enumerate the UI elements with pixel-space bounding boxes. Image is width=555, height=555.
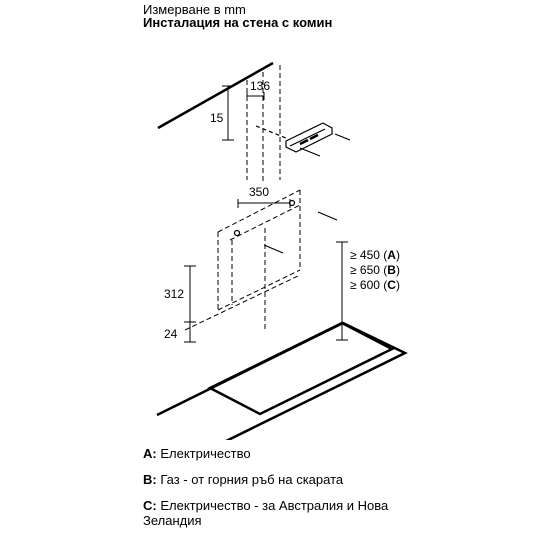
dim-136-lines	[247, 92, 264, 100]
legend-text-b: Газ - от горния ръб на скарата	[160, 472, 344, 487]
legend-text-c: Електричество - за Австралия и Нова Зеландия	[143, 498, 389, 528]
legend-key-a: A:	[143, 446, 157, 461]
legend-item-b	[143, 472, 543, 487]
upper-bracket	[256, 123, 350, 156]
legend-key-b: B:	[143, 472, 157, 487]
diagram-title: Инсталация на стена с комин	[143, 15, 333, 30]
legend-key-c: C:	[143, 498, 157, 513]
lower-screws	[235, 201, 338, 254]
hood-outline	[185, 190, 300, 330]
dim-24-label: 24	[164, 327, 178, 341]
legend-text-a: Електричество	[160, 446, 251, 461]
dim-350-lines	[238, 199, 290, 208]
cooktop	[157, 323, 405, 440]
dim-15-label: 15	[210, 111, 224, 125]
legend-item-c	[143, 498, 393, 528]
dim-312-label: 312	[164, 287, 185, 301]
clearance-c-label: ≥ 600 (C)	[350, 278, 400, 292]
units-note: Измерване в mm	[143, 2, 246, 17]
clearance-b-label: ≥ 650 (B)	[350, 263, 400, 277]
dim-15-lines	[222, 86, 234, 140]
dim-350-label: 350	[249, 185, 270, 199]
dim-136-label: 136	[250, 79, 271, 93]
dim-312-24-lines	[184, 266, 196, 342]
clearance-a-label: ≥ 450 (A)	[350, 248, 400, 262]
legend-item-a	[143, 446, 543, 461]
